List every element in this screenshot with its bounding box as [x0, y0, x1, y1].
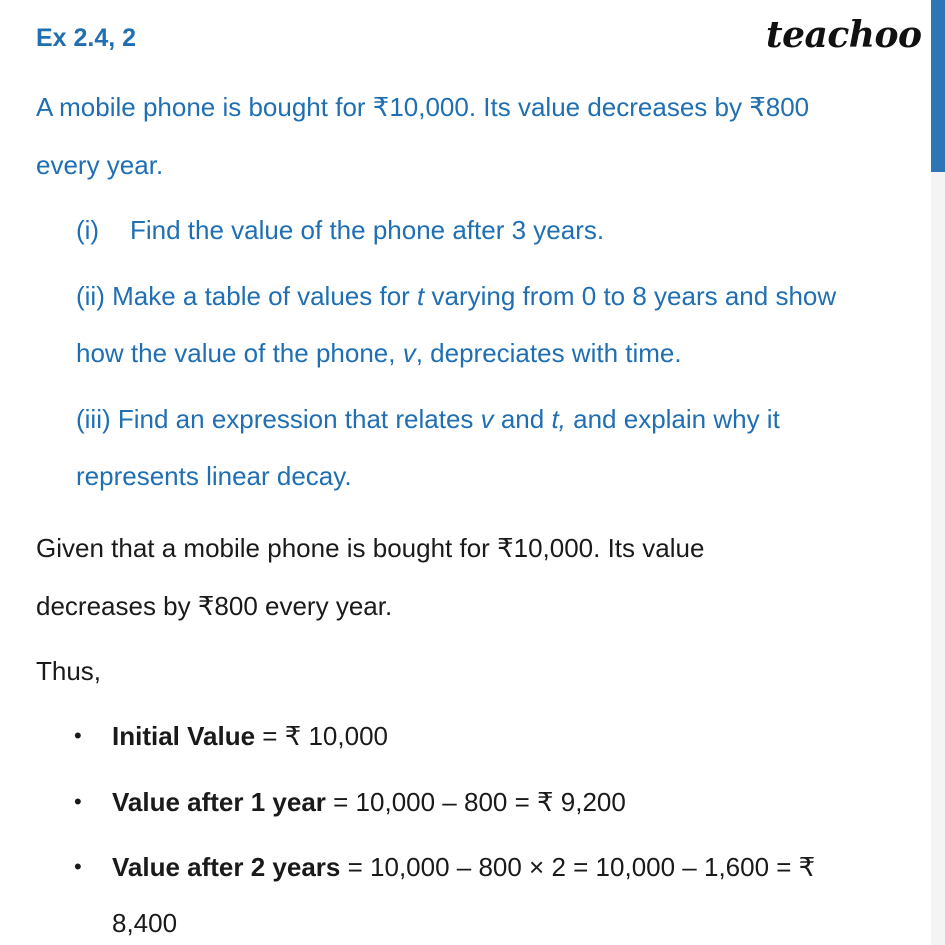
part-iii-var-v: v [480, 404, 494, 434]
question-part-ii-line2 [76, 338, 682, 368]
bullet-2-text: = 10,000 – 800 = ₹ 9,200 [325, 787, 626, 817]
bullet-2-label: Value after 1 year [112, 787, 326, 817]
part-ii-text-a: (ii) Make a table of values for [76, 281, 418, 311]
part-iii-text-a: (iii) Find an expression that relates [76, 404, 481, 434]
part-ii-text-c: how the value of the phone, [76, 338, 403, 368]
part-iii-var-t: t, [551, 404, 566, 434]
part-i-text: Find the value of the phone after 3 years. [130, 215, 605, 245]
part-i-label: (i) [76, 215, 100, 245]
solution-given-line1: Given that a mobile phone is bought for ₹10,000. Its value [36, 533, 705, 563]
bullet-dot-2: • [74, 789, 82, 814]
solution-given-line2: decreases by ₹800 every year. [36, 591, 393, 621]
bullet-dot-1: • [74, 723, 82, 748]
bullet-value-year-1 [112, 787, 626, 817]
solution-thus: Thus, [36, 656, 102, 686]
bullet-3-continuation: 8,400 [112, 908, 178, 938]
bullet-1-label: Initial Value [112, 721, 256, 751]
question-intro-line2: every year. [36, 150, 164, 180]
teachoo-logo: teachoo [766, 14, 922, 56]
part-iii-and: and [493, 404, 552, 434]
bullet-initial-value [112, 721, 388, 751]
bullet-3-label: Value after 2 years [112, 852, 341, 882]
part-ii-var-v: v [402, 338, 416, 368]
part-ii-text-d: , depreciates with time. [415, 338, 682, 368]
question-part-i [76, 215, 604, 245]
part-ii-var-t: t [417, 281, 425, 311]
side-accent-bar [931, 0, 945, 172]
bullet-3-text: = 10,000 – 800 × 2 = 10,000 – 1,600 = ₹ [340, 852, 816, 882]
part-ii-text-b: varying from 0 to 8 years and show [424, 281, 837, 311]
bullet-value-year-2 [112, 852, 815, 882]
question-intro-line1: A mobile phone is bought for ₹10,000. Its value decreases by ₹800 [36, 92, 810, 122]
question-part-ii-line1 [76, 281, 836, 311]
bullet-dot-3: • [74, 854, 82, 879]
bullet-1-text: = ₹ 10,000 [255, 721, 388, 751]
question-part-iii-line1 [76, 404, 780, 434]
part-iii-text-b: and explain why it [565, 404, 780, 434]
exercise-title: Ex 2.4, 2 [36, 24, 137, 52]
question-part-iii-line2: represents linear decay. [76, 461, 352, 491]
